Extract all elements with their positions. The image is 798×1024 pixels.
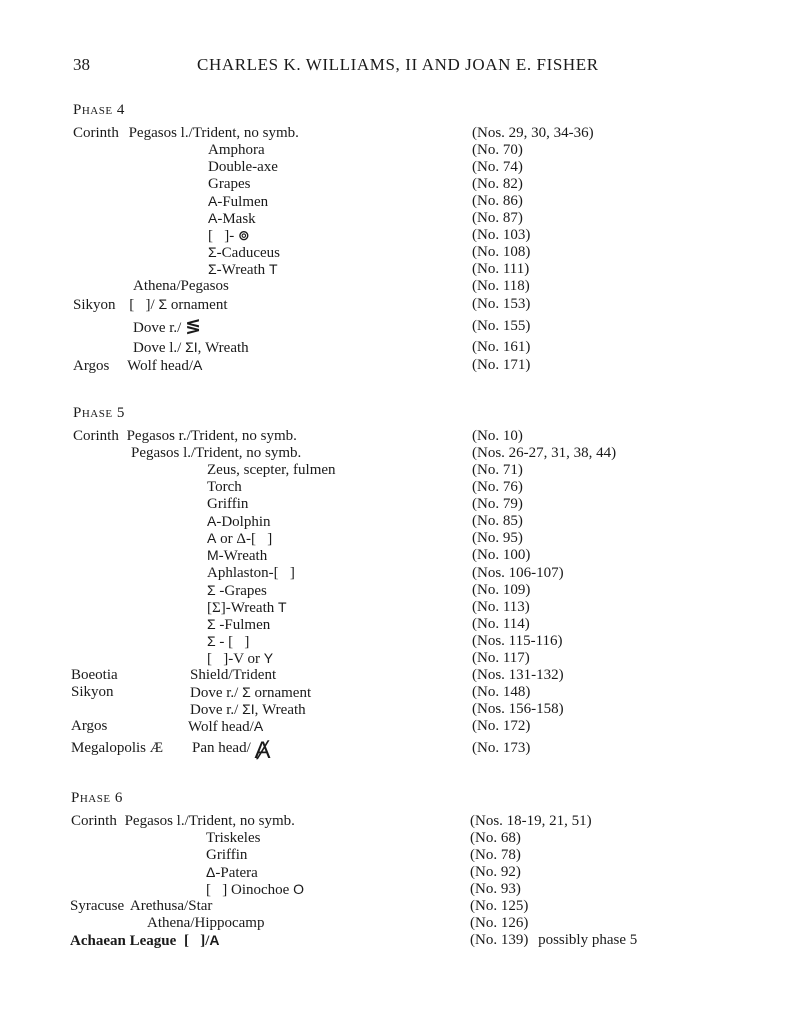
list-item: [188, 718, 263, 736]
letter-mark: A: [193, 357, 203, 373]
phase-heading: Phase 6: [71, 790, 123, 806]
coin-type: [ ] Oinochoe: [206, 882, 294, 898]
coin-type: [ ]/: [129, 297, 159, 313]
coin-type: [Σ]-Wreath: [207, 600, 279, 616]
coin-type: Athena/Pegasos: [133, 278, 229, 294]
catalogue-ref: (No. 161): [472, 339, 531, 355]
coin-type: Grapes: [208, 176, 251, 192]
coin-type: Aphlaston-[ ]: [207, 565, 295, 581]
catalogue-ref: (No. 10): [472, 428, 523, 444]
monogram: Σ: [207, 582, 216, 598]
region-label: Megalopolis: [71, 740, 150, 756]
catalogue-ref: (No. 103): [472, 227, 531, 243]
coin-type: Wolf head/: [127, 358, 194, 374]
list-item: [208, 227, 250, 245]
coin-type: -Wreath: [218, 548, 268, 564]
monogram: Σ: [158, 296, 168, 312]
coin-type: -Dolphin: [216, 514, 271, 530]
monogram: Σ: [208, 261, 217, 277]
catalogue-ref: (No. 78): [470, 847, 521, 863]
catalogue-ref: (No. 113): [472, 599, 530, 615]
list-item: [208, 210, 256, 228]
coin-type: Zeus, scepter, fulmen: [207, 462, 336, 478]
letter-mark: A: [209, 932, 220, 948]
coin-type: -Wreath: [216, 262, 269, 278]
pan-monogram-icon: Ⱥ: [254, 737, 271, 764]
list-item: [207, 633, 249, 651]
coin-type: -Caduceus: [216, 245, 280, 261]
running-head: CHARLES K. WILLIAMS, II AND JOAN E. FISHER: [197, 55, 599, 74]
monogram: ΣΙ: [242, 701, 255, 717]
phase-heading: Phase 4: [73, 102, 125, 118]
catalogue-ref: (No. 114): [472, 616, 530, 632]
list-item: [190, 667, 276, 684]
list-item: [207, 462, 336, 479]
coin-type: Dove r./: [190, 685, 243, 701]
coin-type: Shield/Trident: [190, 667, 277, 683]
coin-type: Arethusa/Star: [129, 898, 213, 914]
list-item: [208, 244, 280, 262]
region-label: Argos: [71, 718, 108, 734]
list-item: [133, 339, 249, 357]
list-item: [207, 582, 267, 600]
phase-heading: Phase 5: [73, 405, 125, 421]
coin-type: Griffin: [206, 847, 248, 863]
list-item: [207, 616, 270, 634]
catalogue-ref: (No. 172): [472, 718, 531, 734]
catalogue-ref: (Nos. 115-116): [472, 633, 563, 649]
coin-type: Pan head/: [192, 740, 255, 756]
monogram: Σ: [242, 684, 251, 700]
catalogue-ref: (Nos. 156-158): [472, 701, 564, 717]
list-item: [192, 737, 271, 764]
coin-type: Pegasos l./Trident, no symb.: [128, 125, 299, 141]
phase-note: possibly phase 5: [538, 932, 638, 948]
list-item: [70, 932, 220, 950]
list-item: [73, 296, 228, 314]
coin-type: Athena/Hippocamp: [147, 915, 265, 931]
catalogue-ref: (Nos. 131-132): [472, 667, 564, 683]
coin-type: Torch: [207, 479, 242, 495]
coin-type: Double-axe: [208, 159, 278, 175]
coin-type: Griffin: [207, 496, 249, 512]
coin-type: Pegasos l./Trident, no symb.: [131, 445, 302, 461]
list-item: [133, 318, 201, 337]
list-item: [207, 650, 273, 668]
region-label: Corinth: [73, 125, 119, 141]
list-item: [207, 599, 287, 617]
region-label: Sikyon: [71, 684, 114, 700]
coin-type: -Grapes: [215, 583, 267, 599]
coin-type: Dove l./: [133, 340, 186, 356]
monogram: A: [207, 530, 217, 546]
list-item: [206, 881, 304, 899]
catalogue-ref: (No. 71): [472, 462, 523, 478]
monogram: Σ: [207, 616, 216, 632]
region-label: Sikyon: [73, 297, 116, 313]
catalogue-ref: (No. 108): [472, 244, 531, 260]
coin-type: - [ ]: [215, 634, 250, 650]
catalogue-ref: (No. 171): [472, 357, 531, 373]
catalogue-ref: (No. 82): [472, 176, 523, 192]
coin-type-suffix: , Wreath: [254, 702, 306, 718]
region-label: Corinth: [73, 428, 119, 444]
list-item: [133, 278, 229, 295]
list-item: [73, 428, 297, 445]
catalogue-ref: (No. 155): [472, 318, 531, 334]
letter-mark: T: [268, 261, 278, 277]
coin-type: -Fulmen: [215, 617, 271, 633]
coin-type: Dove r./: [190, 702, 243, 718]
monogram: Σ: [208, 244, 217, 260]
list-item: [131, 445, 301, 462]
coin-type-suffix: ornament: [250, 685, 312, 701]
catalogue-ref: (Nos. 18-19, 21, 51): [470, 813, 592, 829]
monogram: Δ: [206, 864, 216, 880]
page-number: 38: [73, 55, 90, 74]
catalogue-ref: (No. 153): [472, 296, 531, 312]
catalogue-ref: (No. 109): [472, 582, 531, 598]
catalogue-ref: (Nos. 106-107): [472, 565, 564, 581]
region-label: Corinth: [71, 813, 117, 829]
list-item: [207, 547, 267, 565]
coin-type: -Fulmen: [217, 194, 269, 210]
list-item: [73, 125, 299, 142]
catalogue-number: (No. 139): [470, 932, 529, 948]
list-item: [147, 915, 264, 932]
coin-type: Pegasos r./Trident, no symb.: [126, 428, 297, 444]
list-item: [71, 718, 107, 735]
list-item: [71, 667, 118, 684]
catalogue-ref: (No. 95): [472, 530, 523, 546]
list-item: [206, 830, 260, 847]
catalogue-ref: (Nos. 26-27, 31, 38, 44): [472, 445, 617, 461]
list-item: [71, 813, 295, 830]
list-item: [207, 530, 272, 548]
letter-mark: A: [253, 718, 264, 734]
monogram: ΣΙ: [185, 339, 198, 355]
catalogue-ref: (No. 68): [470, 830, 521, 846]
coin-type: Dove r./: [133, 320, 186, 336]
list-item: [206, 864, 258, 882]
region-label: Boeotia: [71, 667, 118, 683]
monogram: M: [207, 547, 219, 563]
list-item: [207, 565, 295, 582]
coin-type: Amphora: [208, 142, 265, 158]
list-item: [208, 159, 278, 176]
catalogue-ref: (Nos. 29, 30, 34-36): [472, 125, 594, 141]
catalogue-ref: (No. 70): [472, 142, 523, 158]
coin-type: Wolf head/: [188, 719, 254, 735]
coin-type-suffix: ornament: [167, 297, 228, 313]
coin-type: -Mask: [217, 211, 256, 227]
catalogue-ref: (No. 173): [472, 740, 531, 756]
list-item: [208, 261, 278, 279]
metal-mark: Æ: [149, 740, 164, 756]
region-label: Achaean League: [70, 933, 177, 949]
list-item: [207, 479, 242, 496]
monogram: A: [208, 210, 218, 226]
list-item: [208, 176, 250, 193]
catalogue-ref: (No. 125): [470, 898, 529, 914]
list-item: [70, 898, 212, 915]
catalogue-ref: (No. 86): [472, 193, 523, 209]
coin-type: [ ]-V or: [207, 651, 264, 667]
list-item: [208, 142, 265, 159]
coin-type: -Patera: [215, 865, 258, 881]
list-item: [71, 684, 114, 701]
list-item: [73, 357, 202, 375]
list-item: [190, 684, 311, 702]
catalogue-ref: (No. 92): [470, 864, 521, 880]
catalogue-ref: (No. 100): [472, 547, 531, 563]
region-label: Argos: [73, 358, 110, 374]
catalogue-ref: (No. 85): [472, 513, 523, 529]
catalogue-ref: (No. 74): [472, 159, 523, 175]
list-item: [208, 193, 268, 211]
monogram: A: [207, 513, 217, 529]
list-item: [190, 701, 306, 719]
coin-type: Pegasos l./Trident, no symb.: [124, 813, 295, 829]
catalogue-ref: (No. 148): [472, 684, 531, 700]
list-item: [207, 496, 248, 513]
coin-type: [ ]-: [208, 228, 238, 244]
letter-mark: Y: [263, 650, 274, 666]
list-item: [207, 513, 271, 531]
coin-type-suffix: , Wreath: [197, 340, 249, 356]
coin-type-suffix: Δ-[ ]: [236, 531, 273, 547]
zigzag-symbol-icon: ≶: [185, 316, 201, 337]
letter-mark: T: [278, 599, 287, 615]
catalogue-ref: (No. 93): [470, 881, 521, 897]
catalogue-ref: (No. 87): [472, 210, 523, 226]
catalogue-ref: (No. 118): [472, 278, 530, 294]
letter-mark: O: [293, 881, 304, 897]
region-label: Syracuse: [70, 898, 125, 914]
catalogue-ref: [470, 932, 637, 949]
catalogue-ref: (No. 117): [472, 650, 530, 666]
ring-symbol-icon: ⊚: [238, 227, 250, 243]
coin-type: Triskeles: [206, 830, 261, 846]
monogram: A: [208, 193, 218, 209]
catalogue-ref: (No. 126): [470, 915, 529, 931]
coin-type: [ ]/: [184, 933, 210, 949]
list-item: [206, 847, 247, 864]
catalogue-ref: (No. 111): [472, 261, 530, 277]
coin-type: or: [216, 531, 237, 547]
catalogue-ref: (No. 76): [472, 479, 523, 495]
monogram: Σ: [207, 633, 216, 649]
catalogue-ref: (No. 79): [472, 496, 523, 512]
list-item: [71, 740, 163, 757]
